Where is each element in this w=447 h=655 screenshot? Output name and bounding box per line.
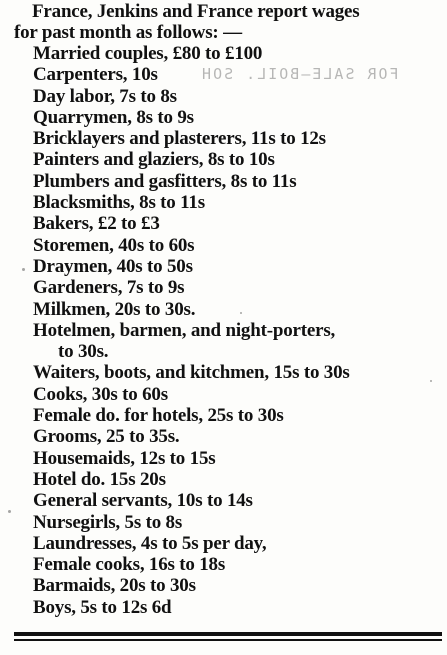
wage-entry-text: Plumbers and gasfitters, 8s to 11s [33, 170, 297, 192]
wage-entry-text: Painters and glaziers, 8s to 10s [33, 149, 275, 171]
wage-entry-text: Barmaids, 20s to 30s [33, 575, 196, 597]
wage-entry [0, 320, 447, 341]
wage-entry [0, 213, 447, 234]
wage-entry-text: General servants, 10s to 14s [33, 490, 253, 512]
wage-entry [0, 384, 447, 405]
wage-entry-text: Blacksmiths, 8s to 11s [33, 192, 205, 214]
print-speck [8, 510, 11, 513]
intro-paragraph [14, 1, 444, 43]
wage-entry-text: Bakers, £2 to £3 [33, 213, 160, 235]
wage-entry [0, 192, 447, 213]
wage-entry-text: Hotel do. 15s 20s [33, 468, 166, 490]
wage-entry [0, 299, 447, 320]
wage-entry-text: Milkmen, 20s to 30s. [33, 298, 196, 320]
wage-entry [0, 149, 447, 170]
wage-entry [0, 277, 447, 298]
show-through-text: FOR SALE—BOIL. SOH [200, 65, 399, 83]
wage-entry [0, 448, 447, 469]
closing-rule-thick [14, 632, 442, 636]
wage-entry-text: Carpenters, 10s [33, 64, 158, 86]
wage-entry [0, 597, 447, 618]
wage-entry [0, 575, 447, 596]
wage-entry [0, 490, 447, 511]
wage-entry [0, 171, 447, 192]
wage-entry-text: Gardeners, 7s to 9s [33, 277, 185, 299]
wage-entry-text: Bricklayers and plasterers, 11s to 12s [33, 128, 326, 150]
wage-entry [0, 86, 447, 107]
wage-entry-text: Day labor, 7s to 8s [33, 85, 177, 107]
wage-list [0, 43, 447, 618]
print-speck [240, 312, 242, 314]
wage-entry-text: Female do. for hotels, 25s to 30s [33, 405, 284, 427]
wage-entry-text: Waiters, boots, and kitchmen, 15s to 30s [33, 362, 350, 384]
wage-entry [0, 426, 447, 447]
wage-entry-text: Female cooks, 16s to 18s [33, 554, 226, 576]
wage-entry [0, 256, 447, 277]
wage-entry [0, 512, 447, 533]
print-speck [430, 380, 432, 382]
wage-entry [0, 341, 447, 362]
intro-line-1: France, Jenkins and France report wages [32, 1, 360, 22]
wage-entry-text: Boys, 5s to 12s 6d [33, 596, 172, 618]
wage-entry [0, 128, 447, 149]
wage-entry-text: Cooks, 30s to 60s [33, 383, 168, 405]
wage-entry-text: Quarrymen, 8s to 9s [33, 106, 194, 128]
wage-entry [0, 533, 447, 554]
wage-entry-text: Laundresses, 4s to 5s per day, [33, 532, 267, 554]
print-speck [22, 268, 25, 271]
wage-entry-text: Nursegirls, 5s to 8s [33, 511, 183, 533]
wage-entry-text: Married couples, £80 to £100 [33, 43, 263, 64]
wage-entry [0, 405, 447, 426]
wage-entry [0, 469, 447, 490]
wage-entry-text: Draymen, 40s to 50s [33, 255, 193, 277]
wage-entry [0, 554, 447, 575]
wage-entry-text: Housemaids, 12s to 15s [33, 447, 216, 469]
wage-entry [0, 64, 447, 85]
wage-entry-text: Grooms, 25 to 35s. [33, 426, 180, 448]
intro-line-2: for past month as follows: — [14, 22, 242, 43]
closing-rule-thin [14, 639, 442, 641]
wage-entry [0, 362, 447, 383]
wage-entry [0, 235, 447, 256]
wage-entry-text: Storemen, 40s to 60s [33, 234, 195, 256]
wage-entry-text: to 30s. [58, 341, 109, 363]
wage-entry-text: Hotelmen, barmen, and night-porters, [33, 319, 336, 341]
wage-entry [0, 43, 447, 64]
wage-entry [0, 107, 447, 128]
